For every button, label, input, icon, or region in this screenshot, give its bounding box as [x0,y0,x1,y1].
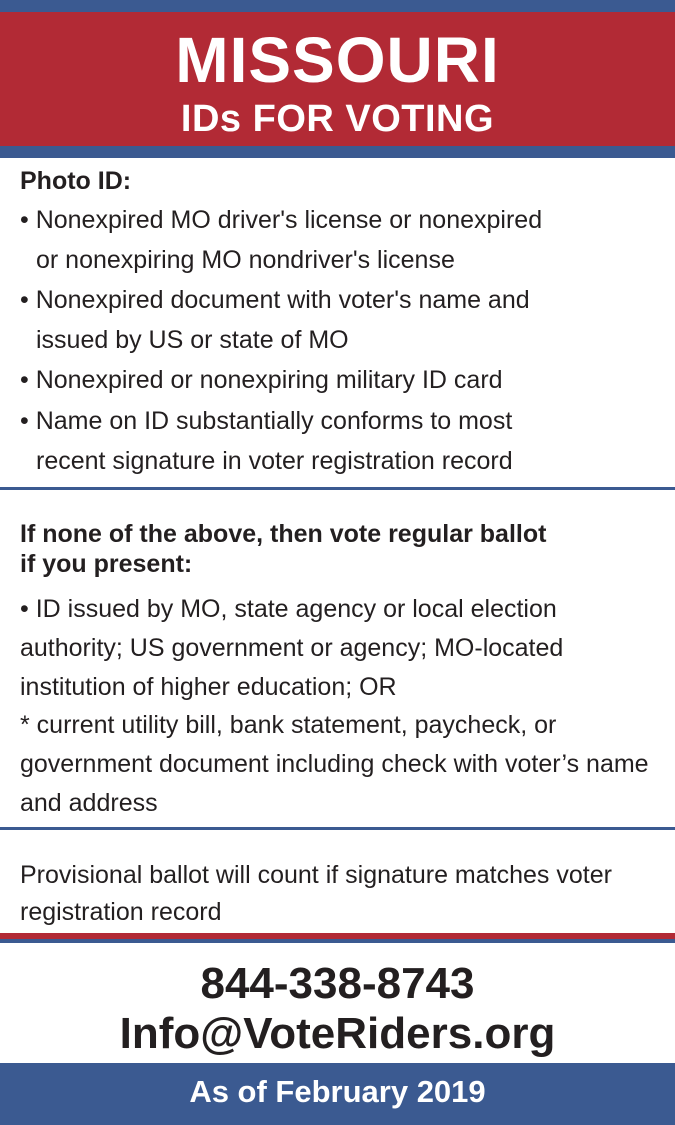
top-stripe [0,0,675,12]
header-banner [0,12,675,146]
list-item: * current utility bill, bank statement, paycheck, or government document including check with voter’s name and address [20,711,649,817]
as-of-date: As of February 2019 [189,1074,486,1109]
page-subtitle: IDs FOR VOTING [180,98,495,140]
email-address[interactable]: Info@VoteRiders.org [119,1009,556,1058]
list-item-line: issued by US or state of MO [36,326,349,354]
list-item-line: • Nonexpired or nonexpiring military ID card [20,366,503,394]
list-item-line: • Name on ID substantially conforms to most [20,407,513,435]
phone-number[interactable]: 844-338-8743 [200,959,475,1008]
list-item [20,360,660,400]
section-divider [0,827,675,830]
list-item: • ID issued by MO, state agency or local election authority; US government or agency; MO-located institution of higher education; OR [20,595,564,701]
list-item-line: • Nonexpired MO driver's license or nonexpired [20,206,543,234]
list-item [20,401,660,481]
alternative-heading-line: if you present: [20,550,193,578]
provisional-ballot-note: Provisional ballot will count if signature matches voter registration record [20,861,612,926]
list-item [20,280,660,360]
alternative-heading-line: If none of the above, then vote regular ballot [20,520,547,548]
header-stripe [0,146,675,158]
section-divider [0,487,675,490]
bottom-stripe-blue [0,939,675,943]
list-item-line: • Nonexpired document with voter's name and [20,286,530,314]
alternative-heading [20,519,546,579]
list-item-line: or nonexpiring MO nondriver's license [36,246,455,274]
footer-banner [0,1063,675,1125]
photo-id-heading: Photo ID: [20,167,132,195]
list-item-line: recent signature in voter registration record [36,447,513,475]
list-item [20,200,660,280]
page-title: MISSOURI [175,24,500,96]
